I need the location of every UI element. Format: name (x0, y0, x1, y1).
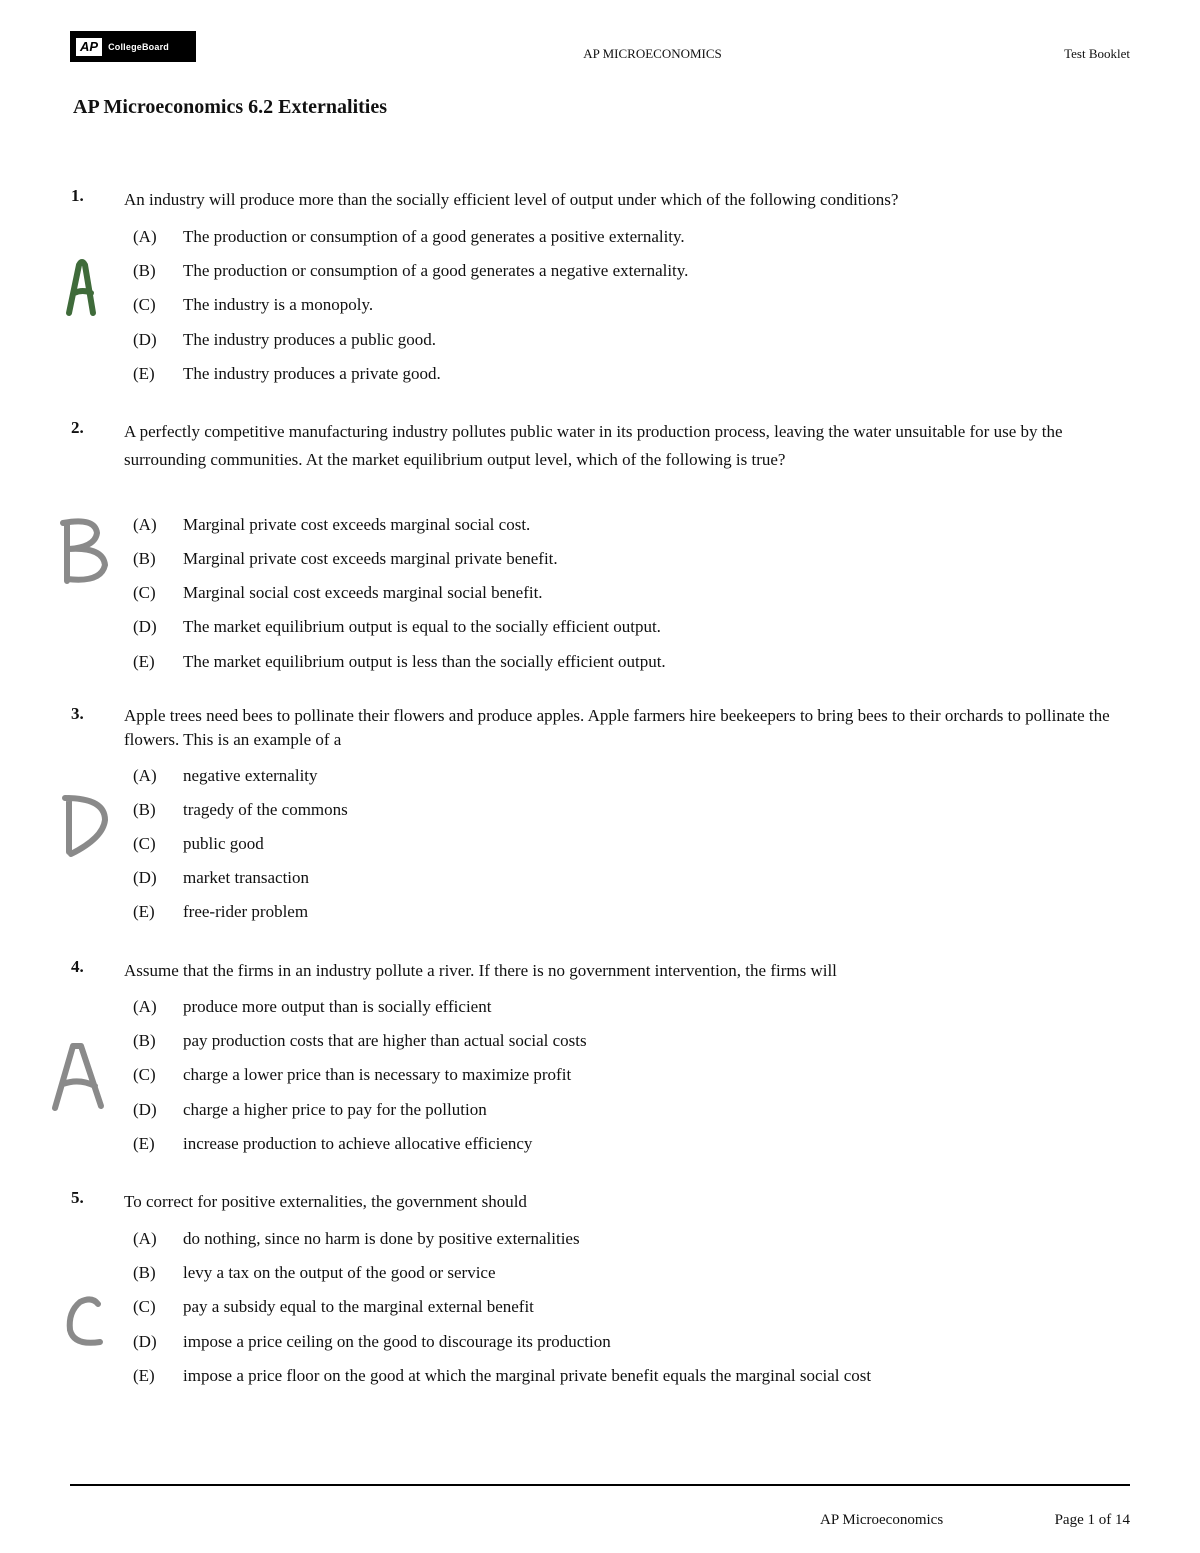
option-text: The industry produces a public good. (183, 330, 437, 349)
option-text: increase production to achieve allocative efficiency (183, 1134, 533, 1153)
option-text: pay production costs that are higher than actual social costs (183, 1031, 587, 1050)
option-text: Marginal social cost exceeds marginal social benefit. (183, 583, 543, 602)
option-text: do nothing, since no harm is done by positive externalities (183, 1229, 580, 1248)
option-a (133, 226, 685, 248)
option-text: negative externality (183, 766, 318, 785)
option-letter: (B) (133, 261, 156, 280)
option-b (133, 548, 558, 570)
option-e (133, 1133, 532, 1155)
page-number: Page 1 of 14 (1054, 1512, 1130, 1528)
question-text: An industry will produce more than the socially efficient level of output under which of the following conditions? (124, 190, 899, 209)
collegeboard-wordmark: CollegeBoard (108, 41, 169, 52)
question-number: 5. (71, 1188, 84, 1207)
option-text: produce more output than is socially efficient (183, 997, 492, 1016)
handwritten-answer-b (55, 515, 125, 585)
footer-divider (70, 1484, 1130, 1486)
option-text: The market equilibrium output is less than the socially efficient output. (183, 652, 666, 671)
option-letter: (A) (133, 515, 157, 534)
question-text: Assume that the firms in an industry pollute a river. If there is no government intervention, the firms will (124, 961, 837, 980)
question-text: Apple trees need bees to pollinate their flowers and produce apples. Apple farmers hire beekeepers to bring bees to their orchards to pollinate the flowers. This is an example of a (124, 706, 1110, 749)
option-letter: (D) (133, 330, 157, 349)
option-letter: (D) (133, 1332, 157, 1351)
option-d (133, 867, 309, 889)
option-text: The production or consumption of a good generates a positive externality. (183, 227, 685, 246)
option-text: impose a price ceiling on the good to discourage its production (183, 1332, 611, 1351)
option-letter: (C) (133, 1297, 156, 1316)
handwritten-answer-c (58, 1290, 128, 1360)
option-text: charge a higher price to pay for the pollution (183, 1100, 487, 1119)
option-text: tragedy of the commons (183, 800, 348, 819)
option-letter: (C) (133, 583, 156, 602)
option-letter: (C) (133, 834, 156, 853)
handwritten-answer-a (45, 1038, 115, 1113)
option-b (133, 799, 348, 821)
option-letter: (E) (133, 1366, 155, 1385)
option-letter: (C) (133, 1065, 156, 1084)
option-e (133, 363, 441, 385)
option-text: impose a price floor on the good at which the marginal private benefit equals the marginal social cost (183, 1366, 872, 1385)
option-letter: (B) (133, 800, 156, 819)
question-number: 4. (71, 957, 84, 976)
option-c (133, 582, 543, 604)
option-letter: (E) (133, 364, 155, 383)
option-d (133, 1331, 611, 1353)
option-text: Marginal private cost exceeds marginal social cost. (183, 515, 531, 534)
option-text: pay a subsidy equal to the marginal external benefit (183, 1297, 534, 1316)
question-number: 1. (71, 186, 84, 205)
option-letter: (A) (133, 227, 157, 246)
option-a (133, 996, 491, 1018)
option-text: The market equilibrium output is equal to the socially efficient output. (183, 617, 661, 636)
option-c (133, 1064, 571, 1086)
option-e (133, 901, 308, 923)
option-letter: (E) (133, 902, 155, 921)
question-number: 2. (71, 418, 84, 437)
option-letter: (B) (133, 1031, 156, 1050)
option-text: charge a lower price than is necessary to maximize profit (183, 1065, 572, 1084)
option-letter: (B) (133, 1263, 156, 1282)
option-letter: (A) (133, 997, 157, 1016)
question-text: To correct for positive externalities, the government should (124, 1192, 527, 1211)
footer-subject: AP Microeconomics (820, 1512, 944, 1528)
option-d (133, 329, 436, 351)
ap-logo-mark: AP (76, 38, 102, 56)
option-d (133, 1099, 487, 1121)
option-a (133, 514, 530, 536)
option-b (133, 260, 688, 282)
option-text: free-rider problem (183, 902, 309, 921)
option-e (133, 651, 666, 673)
option-e (133, 1365, 871, 1387)
option-letter: (B) (133, 549, 156, 568)
option-letter: (D) (133, 868, 157, 887)
option-letter: (D) (133, 617, 157, 636)
option-letter: (D) (133, 1100, 157, 1119)
option-c (133, 833, 264, 855)
header-booklet-label: Test Booklet (1064, 46, 1130, 61)
question-text: A perfectly competitive manufacturing industry pollutes public water in its production process, leaving the water unsuitable for use by the surrounding communities. At the market equilibrium output level, which of the following is true? (124, 422, 1063, 469)
option-text: market transaction (183, 868, 310, 887)
handwritten-answer-d (55, 790, 125, 860)
option-a (133, 765, 318, 787)
option-letter: (C) (133, 295, 156, 314)
option-c (133, 1296, 534, 1318)
option-letter: (E) (133, 652, 155, 671)
option-text: The production or consumption of a good generates a negative externality. (183, 261, 689, 280)
option-a (133, 1228, 580, 1250)
option-letter: (A) (133, 766, 157, 785)
page-title: AP Microeconomics 6.2 Externalities (73, 96, 388, 118)
option-d (133, 616, 661, 638)
option-b (133, 1262, 496, 1284)
option-letter: (E) (133, 1134, 155, 1153)
question-number: 3. (71, 704, 84, 723)
option-c (133, 294, 373, 316)
option-text: levy a tax on the output of the good or service (183, 1263, 496, 1282)
option-b (133, 1030, 587, 1052)
option-text: The industry is a monopoly. (183, 295, 374, 314)
option-text: public good (183, 834, 264, 853)
option-letter: (A) (133, 1229, 157, 1248)
option-text: Marginal private cost exceeds marginal private benefit. (183, 549, 558, 568)
header-subject: AP MICROECONOMICS (583, 46, 722, 61)
handwritten-answer-a (55, 255, 125, 325)
option-text: The industry produces a private good. (183, 364, 441, 383)
